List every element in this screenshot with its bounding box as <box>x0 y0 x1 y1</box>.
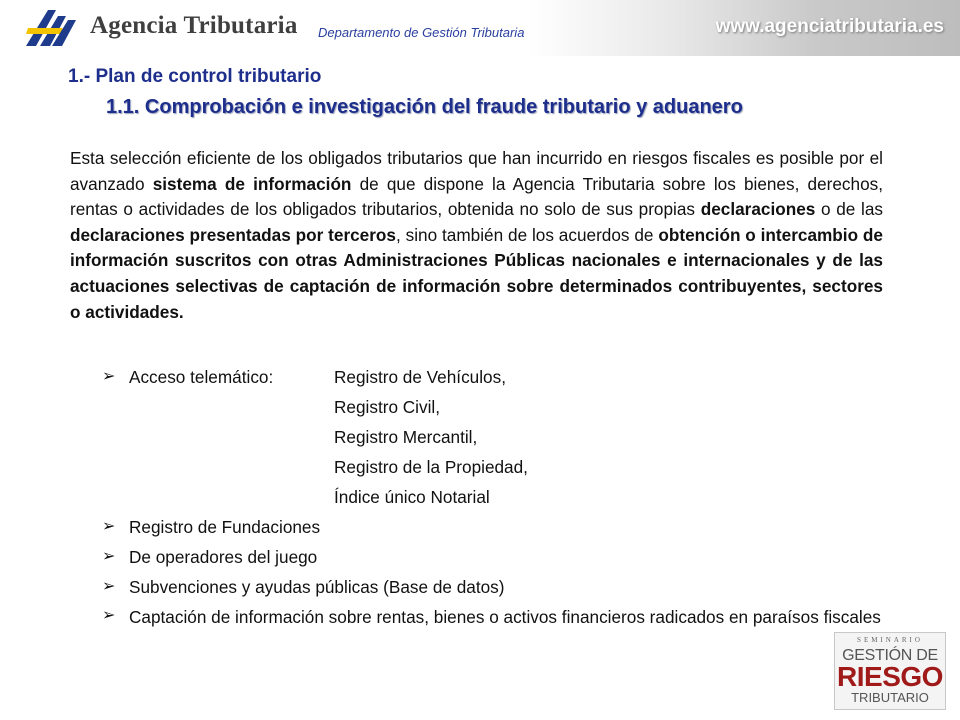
seal-line3: TRIBUTARIO <box>851 690 929 705</box>
brand-name: Agencia Tributaria <box>90 12 298 39</box>
bullet-text: De operadores del juego <box>129 547 318 567</box>
seal-line1: GESTIÓN DE <box>842 647 938 664</box>
bullet-text: Subvenciones y ayudas públicas (Base de datos) <box>129 577 505 597</box>
access-label: Acceso telemático: <box>129 367 274 387</box>
registry-item: Registro de la Propiedad, <box>334 457 528 477</box>
paragraph-run: , sino también de los acuerdos de <box>396 224 659 245</box>
header-banner <box>0 0 960 56</box>
paragraph-run: o de las <box>815 199 883 220</box>
bullet-item <box>102 542 884 572</box>
website-url: www.agenciatributaria.es <box>715 16 944 37</box>
bullet-text: Captación de información sobre rentas, bienes o activos financieros radicados en paraísos fiscales <box>129 607 881 627</box>
bullet-item <box>102 602 884 631</box>
paragraph-bold-run: declaraciones <box>700 199 816 220</box>
bullet-text: Registro de Fundaciones <box>129 517 321 537</box>
arrow-bullet-icon: ➢ <box>102 368 116 385</box>
page-title: 1.- Plan de control tributario <box>68 66 322 87</box>
arrow-bullet-icon: ➢ <box>102 607 116 624</box>
agencia-tributaria-logo-icon <box>22 6 80 50</box>
paragraph-bold-run: sistema de información <box>152 173 352 194</box>
bullet-list <box>102 362 884 631</box>
department-name: Departamento de Gestión Tributaria <box>318 25 525 40</box>
registry-item: Índice único Notarial <box>334 487 490 507</box>
paragraph-bold-run: obtención o intercambio de información suscritos con otras Administraciones Públicas nacionales e internacionales y de las actuaciones selectivas de captación de información sobre determinados contribuyentes, sectores o actividades. <box>70 224 883 322</box>
paragraph-bold-run: declaraciones presentadas por terceros <box>70 224 396 245</box>
bullet-item <box>102 572 884 602</box>
bullet-access <box>102 362 884 512</box>
body-paragraph <box>70 146 883 325</box>
registry-list <box>334 362 884 512</box>
registry-item: Registro Mercantil, <box>334 427 478 447</box>
arrow-bullet-icon: ➢ <box>102 518 116 535</box>
paragraph-run: Esta selección eficiente de los obligados tributarios que han incurrido en riesgos fiscales es posible por el avanzado <box>70 148 883 194</box>
seminar-seal-logo <box>834 632 946 710</box>
paragraph-run: de que dispone la Agencia Tributaria sobre los bienes, derechos, rentas o actividades de los obligados tributarios, obtenida no solo de sus propias <box>70 173 883 220</box>
registry-item: Registro Civil, <box>334 397 441 417</box>
seal-top-text: SEMINARIO <box>857 636 923 644</box>
arrow-bullet-icon: ➢ <box>102 578 116 595</box>
registry-item: Registro de Vehículos, <box>334 367 506 387</box>
seal-line2: RIESGO <box>837 661 943 692</box>
section-subtitle: 1.1. Comprobación e investigación del fraude tributario y aduanero <box>106 96 743 118</box>
arrow-bullet-icon: ➢ <box>102 548 116 565</box>
bullet-item <box>102 512 884 542</box>
